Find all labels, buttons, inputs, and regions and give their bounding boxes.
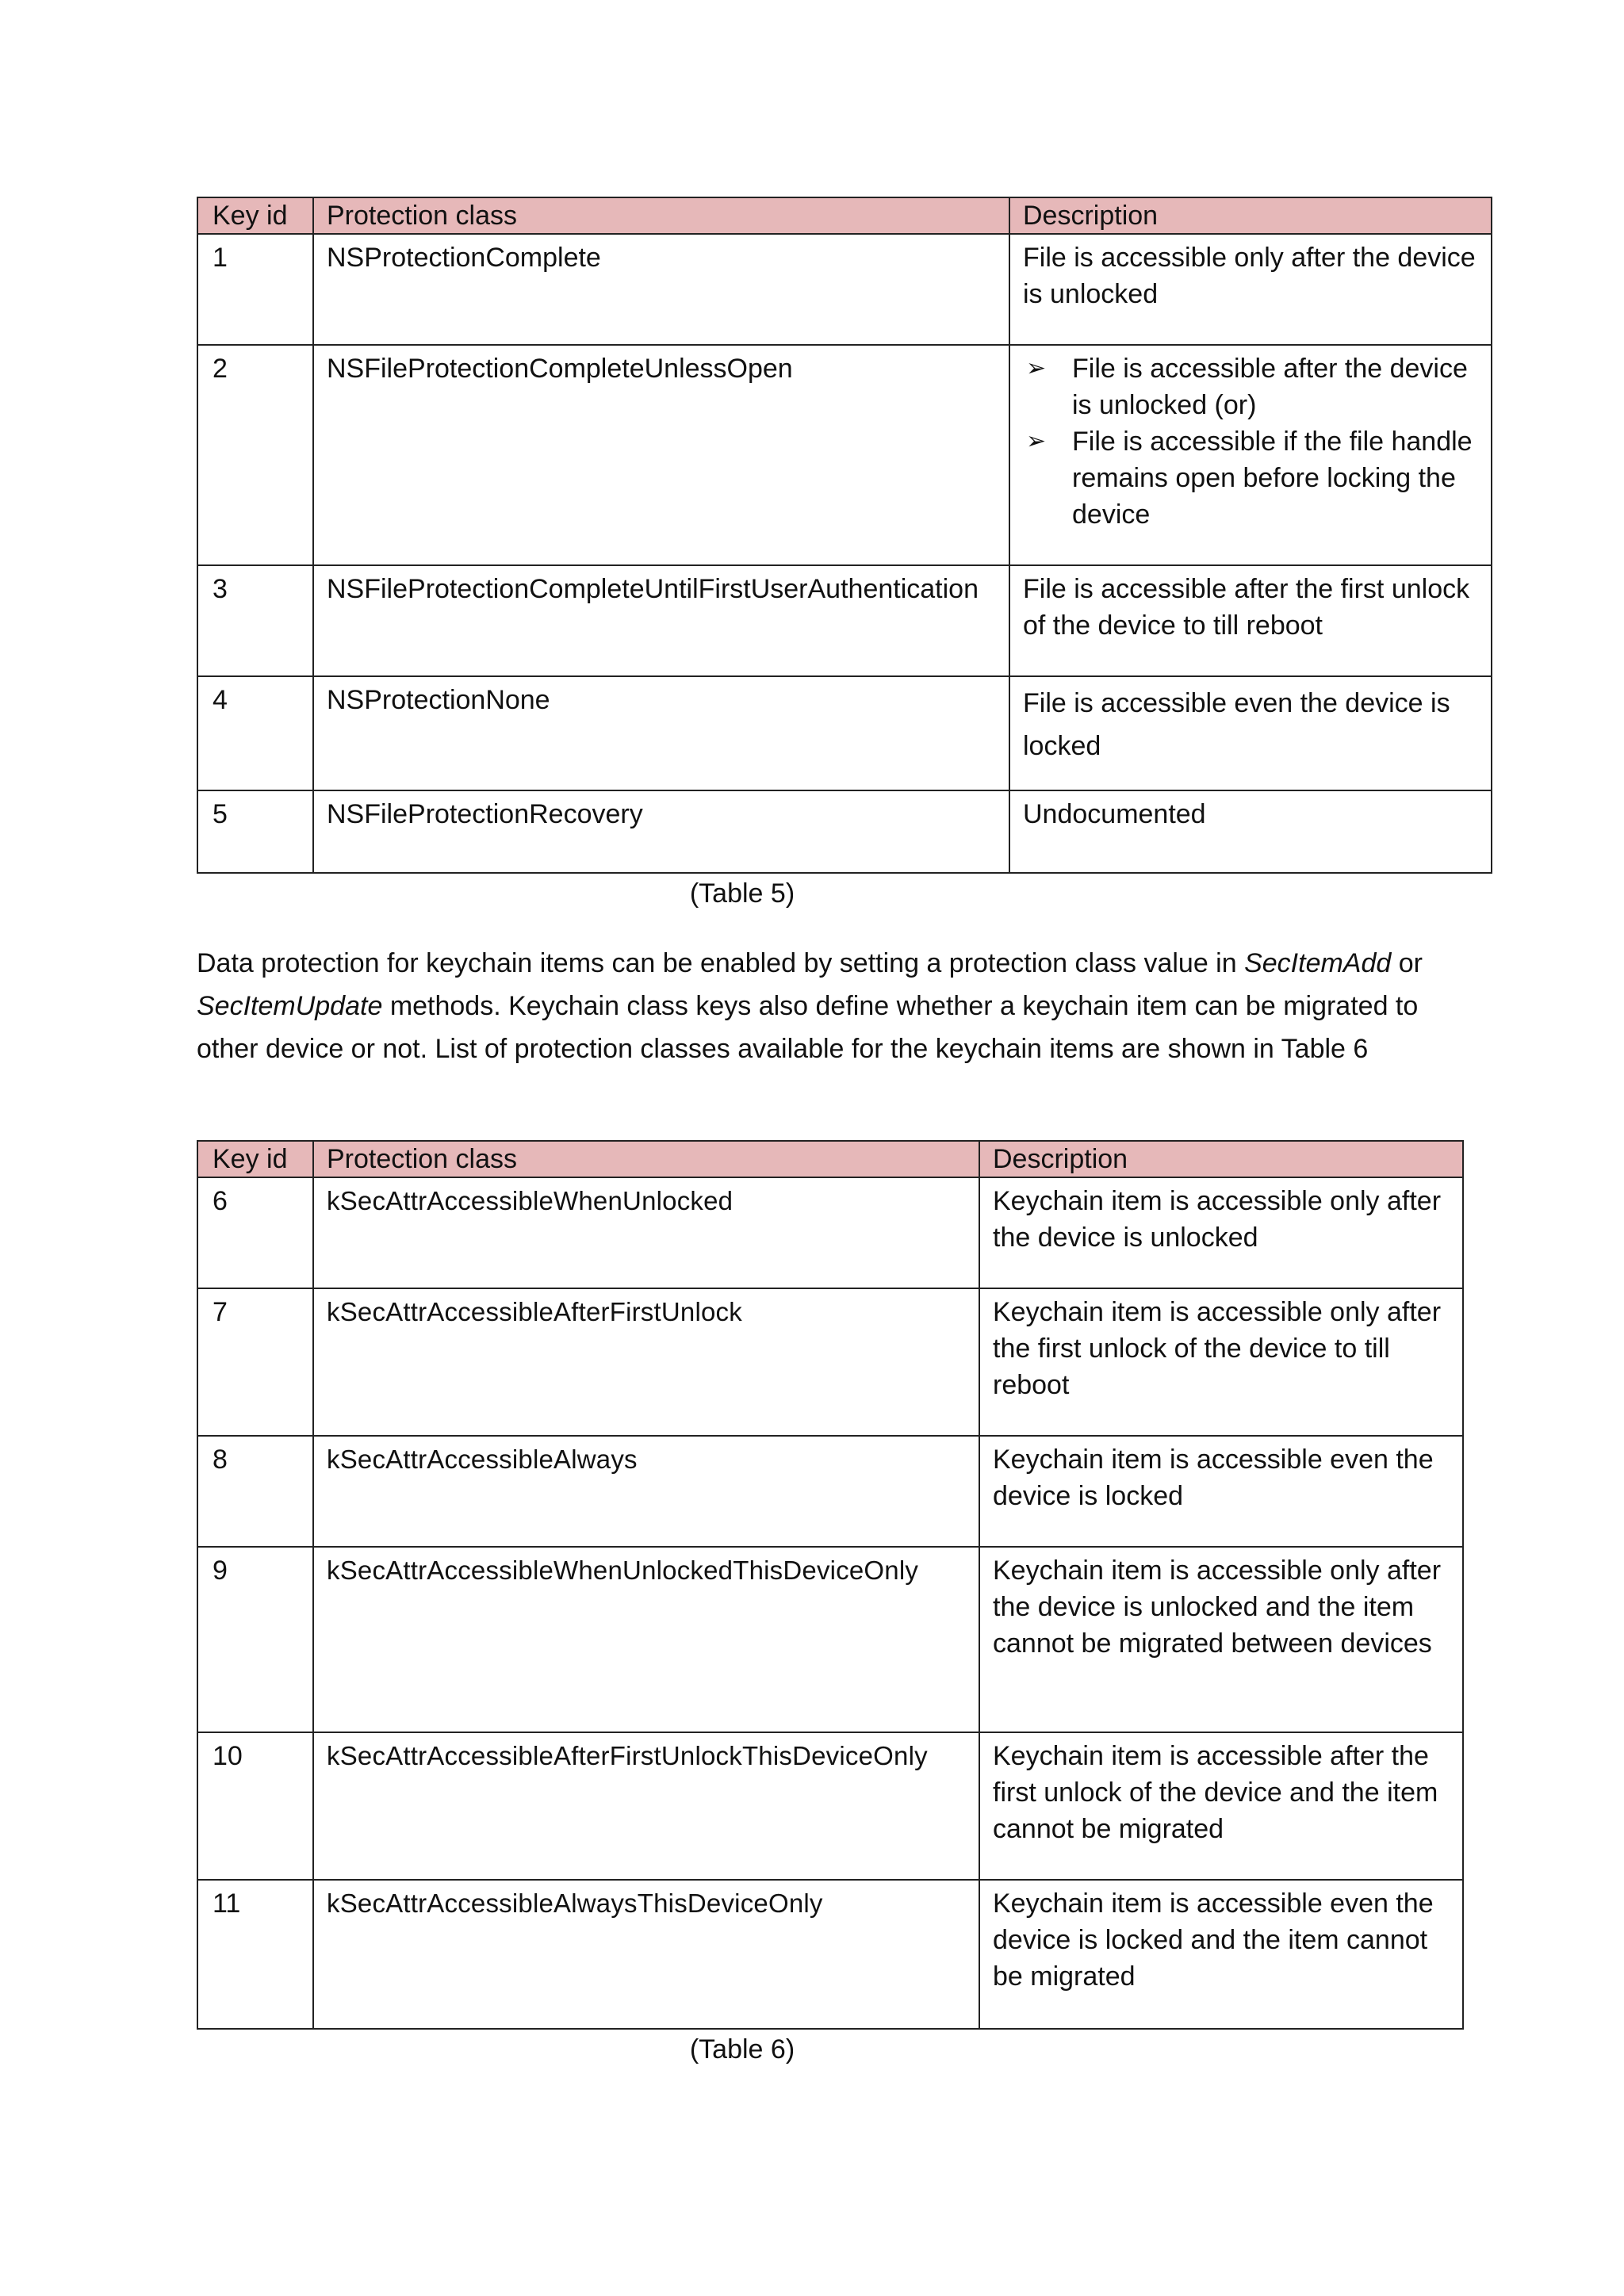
key-id-cell: 2 [197,345,313,565]
description-cell: File is accessible after the first unlock of the device to till reboot [1009,565,1492,676]
table-row [197,1177,1463,1288]
arrow-bullet-icon: ➢ [1026,355,1047,381]
protection-class-cell: kSecAttrAccessibleWhenUnlockedThisDeviceOnly [313,1547,979,1732]
protection-class-cell: kSecAttrAccessibleAfterFirstUnlock [313,1288,979,1436]
table-row [197,676,1492,790]
description-cell: Undocumented [1009,790,1492,873]
protection-class-cell: NSProtectionNone [313,676,1009,790]
table-5-caption: (Table 5) [689,878,795,909]
description-cell [1009,345,1492,565]
key-id-cell: 10 [197,1732,313,1880]
protection-class-cell: NSFileProtectionCompleteUnlessOpen [313,345,1009,565]
description-cell: Keychain item is accessible even the device is locked [979,1436,1463,1547]
header-protection-class: Protection class [313,197,1009,234]
header-key-id: Key id [197,1141,313,1177]
header-description: Description [979,1141,1463,1177]
table-row [197,1732,1463,1880]
description-cell: Keychain item is accessible only after the device is unlocked and the item cannot be migrated between devices [979,1547,1463,1732]
body-paragraph: Data protection for keychain items can be enabled by setting a protection class value in SecItemAdd or SecItemUpdate methods. Keychain class keys also define whether a keychain item can be migrated to other device or not. List of protection classes available for the keychain items are shown in Table 6 [197,948,1423,1064]
key-id-cell: 1 [197,234,313,345]
table-5 [197,197,1492,874]
description-cell: File is accessible even the device is locked [1009,676,1492,790]
description-cell: Keychain item is accessible only after the device is unlocked [979,1177,1463,1288]
key-id-cell: 4 [197,676,313,790]
key-id-cell: 8 [197,1436,313,1547]
key-id-cell: 6 [197,1177,313,1288]
table-row [197,345,1492,565]
table-row [197,565,1492,676]
protection-class-cell: kSecAttrAccessibleWhenUnlocked [313,1177,979,1288]
header-protection-class: Protection class [313,1141,979,1177]
header-description: Description [1009,197,1492,234]
bullet-list [1023,350,1478,533]
secitemadd-term: SecItemAdd [1244,948,1392,978]
protection-class-cell: kSecAttrAccessibleAfterFirstUnlockThisDeviceOnly [313,1732,979,1880]
key-id-cell: 5 [197,790,313,873]
protection-class-cell: NSFileProtectionRecovery [313,790,1009,873]
description-cell: File is accessible only after the device is unlocked [1009,234,1492,345]
table-row [197,790,1492,873]
list-item: ➢ File is accessible if the file handle remains open before locking the device [1023,423,1478,533]
table-row [197,1288,1463,1436]
key-id-cell: 11 [197,1880,313,2029]
protection-class-cell: NSFileProtectionCompleteUntilFirstUserAuthentication [313,565,1009,676]
table-6 [197,1140,1464,2030]
description-cell: Keychain item is accessible after the first unlock of the device and the item cannot be migrated [979,1732,1463,1880]
description-cell: Keychain item is accessible only after the first unlock of the device to till reboot [979,1288,1463,1436]
table-row [197,1547,1463,1732]
list-item: ➢ File is accessible after the device is unlocked (or) [1023,350,1478,423]
protection-class-cell: NSProtectionComplete [313,234,1009,345]
table-row [197,1436,1463,1547]
key-id-cell: 3 [197,565,313,676]
key-id-cell: 9 [197,1547,313,1732]
protection-class-cell: kSecAttrAccessibleAlwaysThisDeviceOnly [313,1880,979,2029]
protection-class-cell: kSecAttrAccessibleAlways [313,1436,979,1547]
arrow-bullet-icon: ➢ [1026,428,1047,454]
description-cell: Keychain item is accessible even the device is locked and the item cannot be migrated [979,1880,1463,2029]
key-id-cell: 7 [197,1288,313,1436]
table-row [197,234,1492,345]
table-row [197,1880,1463,2029]
secitemupdate-term: SecItemUpdate [197,991,383,1021]
table-header-row [197,1141,1463,1177]
table-6-caption: (Table 6) [689,2034,795,2064]
table-header-row [197,197,1492,234]
header-key-id: Key id [197,197,313,234]
